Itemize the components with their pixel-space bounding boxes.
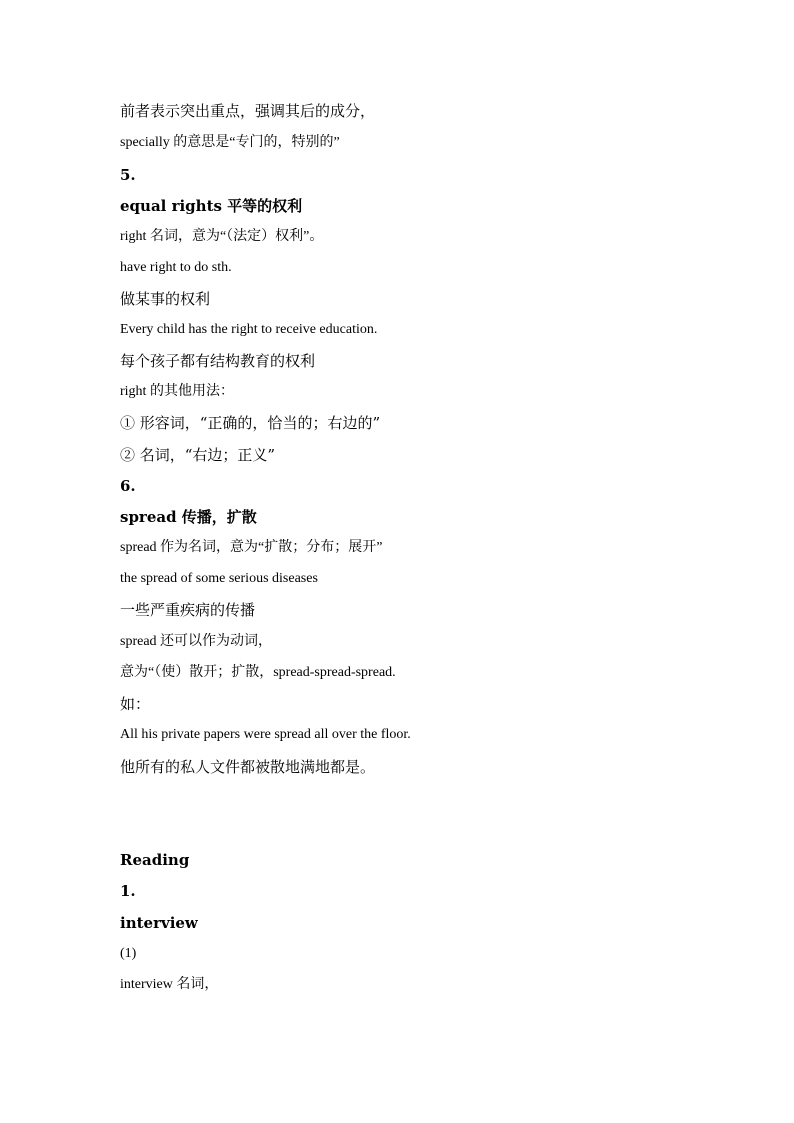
section-heading: Reading [120, 851, 190, 869]
text-line: 前者表示突出重点，强调其后的成分， [120, 102, 376, 120]
section-number: 5. [120, 166, 136, 184]
text-line: ② 名词，“右边；正义” [120, 446, 276, 464]
text-line: 一些严重疾病的传播 [120, 601, 256, 619]
text-line: 如： [120, 695, 151, 713]
text-line: have right to do sth. [120, 260, 232, 275]
text-line: 每个孩子都有结构教育的权利 [120, 352, 316, 370]
text-line: spread 还可以作为动词， [120, 634, 273, 649]
vocab-heading: spread 传播，扩散 [120, 508, 257, 526]
vocab-heading: equal rights 平等的权利 [120, 197, 303, 215]
text-line: the spread of some serious diseases [120, 571, 318, 586]
text-line: 他所有的私人文件都被散地满地都是。 [120, 758, 376, 776]
text-line: Every child has the right to receive education. [120, 322, 378, 337]
text-line: (1) [120, 946, 137, 961]
section-number: 1. [120, 882, 136, 900]
text-line: interview 名词， [120, 977, 219, 992]
text-line: ① 形容词，“正确的，恰当的；右边的” [120, 414, 381, 432]
text-line: specially 的意思是“专门的，特别的” [120, 135, 340, 150]
text-line: right 名词，意为“（法定）权利”。 [120, 229, 324, 244]
text-line: spread 作为名词，意为“扩散；分布；展开” [120, 540, 383, 555]
text-line: All his private papers were spread all over the floor. [120, 727, 411, 742]
vocab-heading: interview [120, 914, 198, 932]
text-line: right 的其他用法： [120, 384, 234, 399]
section-number: 6. [120, 477, 136, 495]
text-line: 意为“（使）散开；扩散，spread-spread-spread. [120, 665, 396, 680]
text-line: 做某事的权利 [120, 290, 211, 308]
